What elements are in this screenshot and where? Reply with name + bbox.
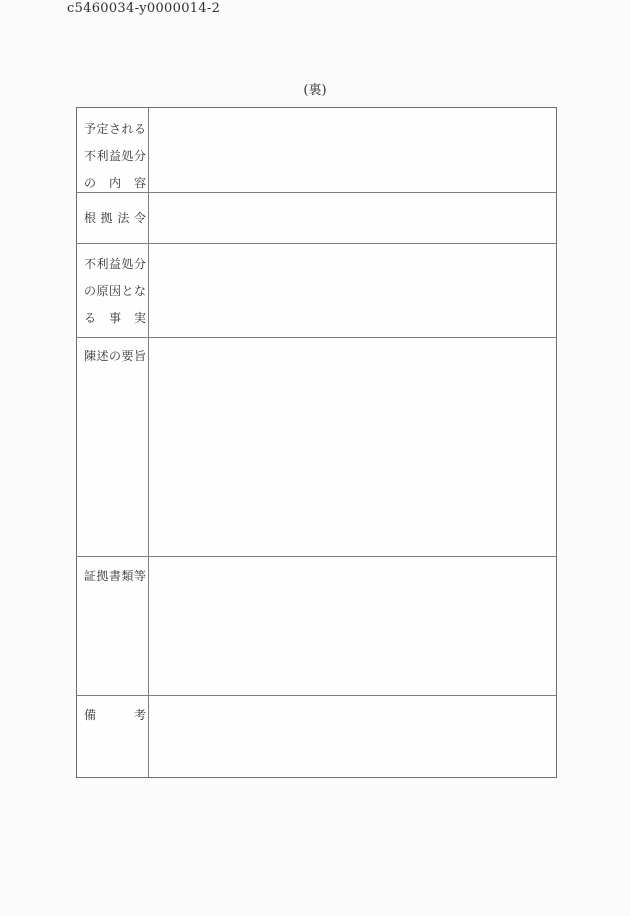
row-value-cell [149,244,556,337]
row-label-text: 備考 [84,708,146,722]
table-row-remarks [77,695,556,777]
row-label-text: 予定される [84,122,146,136]
page-side-label: (裏) [303,83,327,98]
table-row-statement-summary [77,337,556,556]
table-row-legal-basis [77,192,556,243]
row-value-cell [149,696,556,777]
row-label-text: 不利益処分 [84,149,146,163]
row-label-text: の原因とな [84,284,146,298]
table-row-causal-facts [77,243,556,337]
row-label-cell [77,108,149,192]
row-label-text: 根拠法令 [84,210,146,225]
table-row-evidence-documents [77,556,556,695]
row-label-cell [77,193,149,243]
row-value-cell [149,108,556,192]
row-label-text: 不利益処分 [84,257,146,271]
row-label-cell [77,338,149,556]
row-value-cell [149,193,556,243]
row-label-text: る事実 [84,311,146,325]
row-value-cell [149,557,556,695]
row-label-text: 陳述の要旨 [84,349,146,363]
form-table [76,107,557,778]
row-label-text: の内容 [84,176,146,190]
row-label-cell [77,244,149,337]
row-value-cell [149,338,556,556]
table-row-planned-disposition [77,108,556,192]
row-label-text: 証拠書類等 [84,569,146,583]
document-code: c5460034-y0000014-2 [67,1,221,16]
row-label-cell [77,696,149,777]
row-label-cell [77,557,149,695]
